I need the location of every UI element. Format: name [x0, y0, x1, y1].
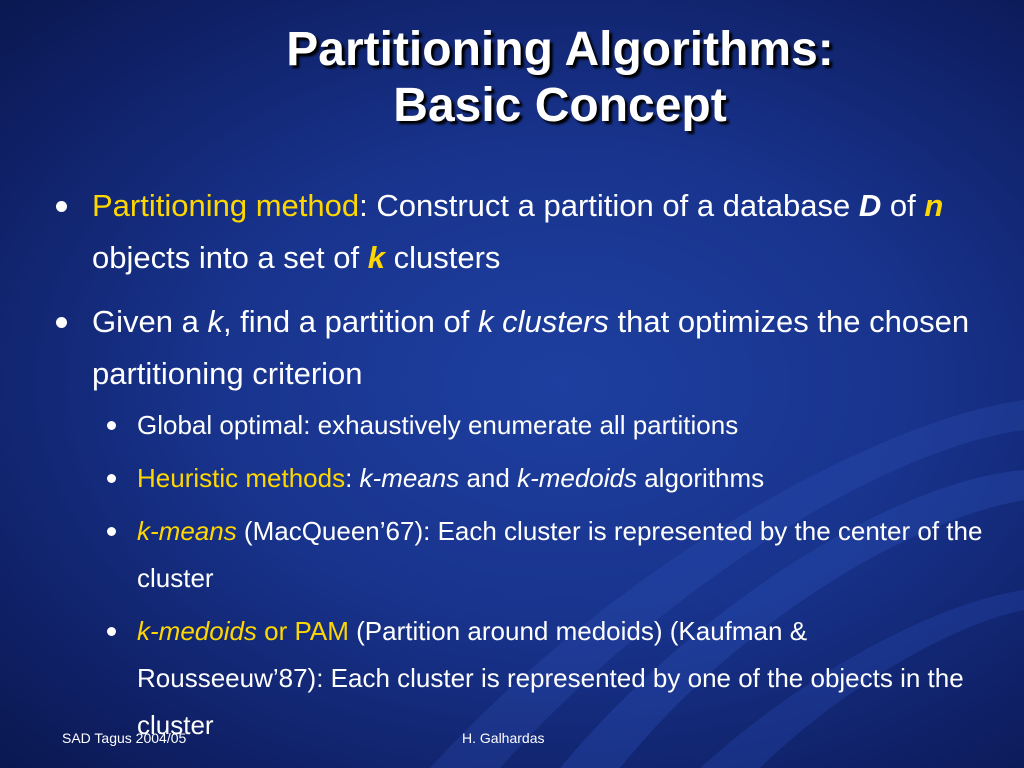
- kmedoids-term: k-medoids: [137, 616, 257, 646]
- bullet1-text-c: objects into a set of: [92, 240, 368, 275]
- bullet1-text-a: : Construct a partition of a database: [359, 188, 859, 223]
- var-d: D: [858, 188, 882, 223]
- sub-bullet-kmedoids: [98, 608, 992, 749]
- sub-bullet-kmeans: [98, 508, 992, 602]
- bullet1-text-d: clusters: [384, 240, 501, 275]
- var-n: n: [924, 188, 944, 223]
- bullet-dot-icon: [56, 201, 67, 212]
- kmedoids-italic: k-medoids: [517, 463, 637, 493]
- footer-course: SAD Tagus 2004/05: [62, 730, 187, 746]
- footer-author: H. Galhardas: [462, 730, 545, 746]
- var-k-italic: k: [207, 304, 223, 339]
- bullet-dot-icon: [56, 317, 67, 328]
- k-clusters: k clusters: [478, 304, 609, 339]
- sub3-text: (MacQueen’67): Each cluster is represented by the center of the cluster: [137, 516, 983, 593]
- bullet2-text-c: that optimizes the chosen partitioning criterion: [92, 304, 970, 391]
- sub-bullet-global-optimal: [98, 402, 992, 449]
- bullet-dot-icon: [107, 474, 116, 483]
- title-line-1: Partitioning Algorithms:: [286, 23, 834, 76]
- bullet2-text-b: , find a partition of: [222, 304, 478, 339]
- var-k: k: [367, 240, 385, 275]
- or-pam: or PAM: [256, 616, 349, 646]
- sub4-text: (Partition around medoids) (Kaufman & Rousseeuw’87): Each cluster is represented by one of the objects in the cluster: [137, 616, 964, 740]
- term-partitioning-method: Partitioning method: [92, 188, 360, 223]
- bullet-list: [52, 180, 992, 749]
- sub2-colon: :: [345, 463, 360, 493]
- sub-bullet-heuristic: [98, 455, 992, 502]
- bullet2-text-a: Given a: [92, 304, 208, 339]
- sub2-and: and: [459, 463, 518, 493]
- bullet-partitioning-method: [52, 180, 992, 284]
- bullet-dot-icon: [107, 421, 116, 430]
- bullet-given-k: [52, 296, 992, 400]
- slide-title: [180, 22, 940, 134]
- bullet-dot-icon: [107, 527, 116, 536]
- kmeans-italic: k-means: [359, 463, 460, 493]
- term-heuristic-methods: Heuristic methods: [137, 463, 346, 493]
- bullet-dot-icon: [107, 627, 116, 636]
- kmeans-term: k-means: [137, 516, 237, 546]
- bullet1-text-b: of: [881, 188, 925, 223]
- sub2-algorithms: algorithms: [637, 463, 765, 493]
- sub1-text: Global optimal: exhaustively enumerate all partitions: [137, 410, 739, 440]
- title-line-2: Basic Concept: [393, 79, 727, 132]
